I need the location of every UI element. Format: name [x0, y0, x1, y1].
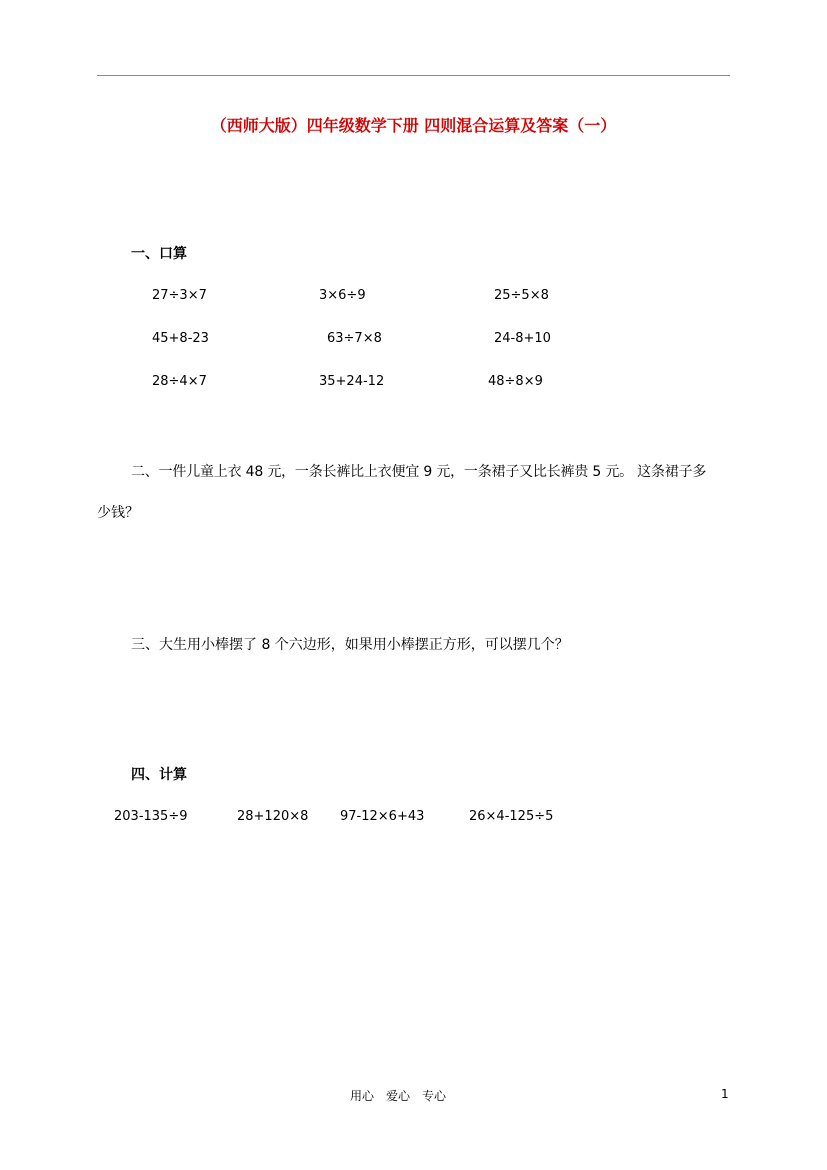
- oral-item: 3×6÷9: [319, 288, 366, 303]
- document-title: （西师大版）四年级数学下册 四则混合运算及答案（一）: [210, 116, 617, 135]
- oral-item: 35+24-12: [319, 374, 385, 389]
- oral-item: 45+8-23: [152, 331, 209, 346]
- problem2-line2: 少钱？: [97, 505, 139, 521]
- section4-heading: 四、计算: [131, 767, 187, 783]
- calc-item: 97-12×6+43: [340, 809, 425, 824]
- section1-heading: 一、口算: [131, 246, 187, 262]
- oral-item: 48÷8×9: [488, 374, 543, 389]
- calc-item: 28+120×8: [237, 809, 309, 824]
- header-rule: [97, 75, 730, 76]
- oral-item: 63÷7×8: [327, 331, 382, 346]
- page-number: 1: [721, 1087, 729, 1101]
- problem3-text: 三、大生用小棒摆了 8 个六边形，如果用小棒摆正方形，可以摆几个？: [131, 637, 569, 653]
- oral-item: 25÷5×8: [494, 288, 549, 303]
- footer-motto: 用心 爱心 专心: [350, 1089, 447, 1103]
- oral-item: 27÷3×7: [152, 288, 207, 303]
- calc-item: 26×4-125÷5: [469, 809, 554, 824]
- oral-item: 28÷4×7: [152, 374, 207, 389]
- calc-item: 203-135÷9: [114, 809, 188, 824]
- problem2-line1: 二、一件儿童上衣 48 元，一条长裤比上衣便宜 9 元，一条裙子又比长裤贵 5 元。 这条裙子多: [131, 464, 707, 480]
- oral-item: 24-8+10: [494, 331, 551, 346]
